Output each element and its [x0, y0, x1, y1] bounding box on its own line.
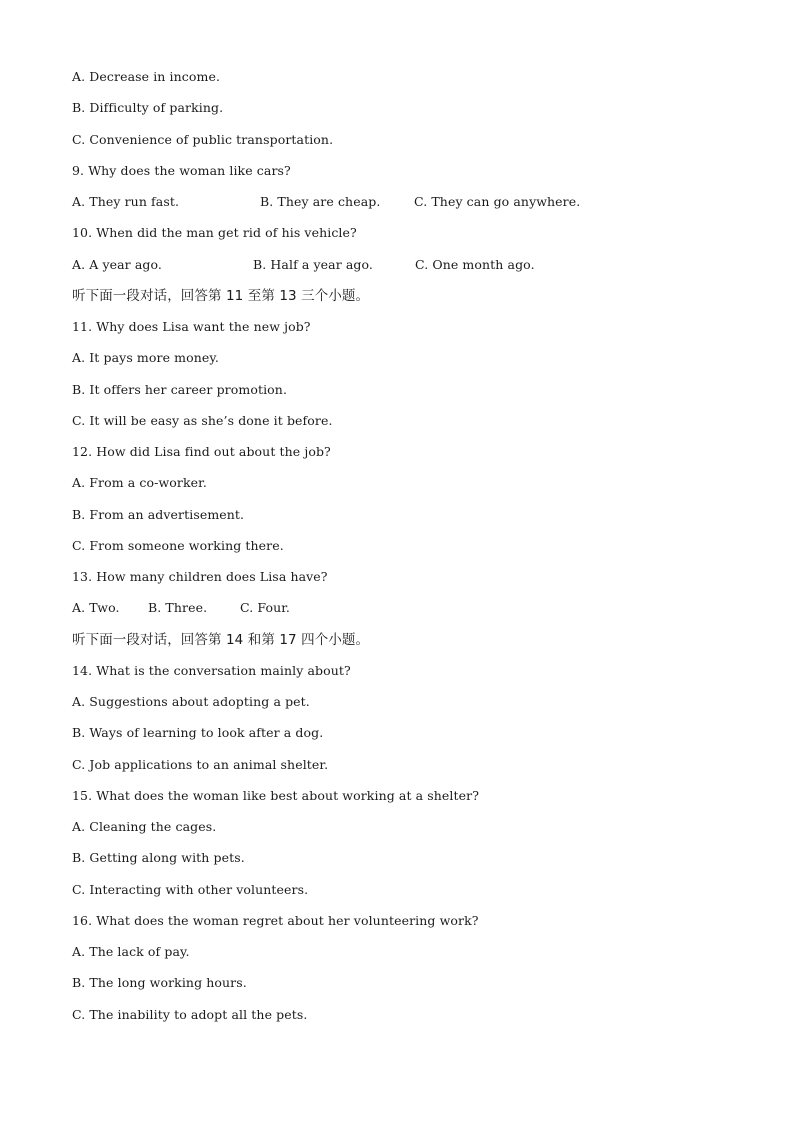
- section-heading-14-17: 听下面一段对话，回答第 14 和第 17 四个小题。: [72, 631, 370, 648]
- q12-option-b: B. From an advertisement.: [72, 506, 245, 522]
- q9-question: 9. Why does the woman like cars?: [72, 162, 291, 178]
- q8-option-c: C. Convenience of public transportation.: [72, 131, 334, 147]
- q16-option-b: B. The long working hours.: [72, 975, 247, 991]
- q12-question: 12. How did Lisa find out about the job?: [72, 444, 331, 459]
- q10-option-c: C. One month ago.: [415, 256, 535, 272]
- q13-option-c: C. Four.: [240, 600, 291, 616]
- q14-question: 14. What is the conversation mainly about?: [72, 662, 351, 678]
- exam-page: [72, 68, 752, 1037]
- q14-option-c: C. Job applications to an animal shelter.: [72, 756, 329, 772]
- q9-option-b: B. They are cheap.: [260, 194, 381, 209]
- q14-option-b: B. Ways of learning to look after a dog.: [72, 725, 324, 741]
- q9-option-c: C. They can go anywhere.: [414, 194, 581, 209]
- q9-option-a: A. They run fast.: [72, 194, 180, 209]
- q8-option-b: B. Difficulty of parking.: [72, 100, 224, 116]
- q15-option-c: C. Interacting with other volunteers.: [72, 881, 309, 897]
- q11-question: 11. Why does Lisa want the new job?: [72, 319, 311, 334]
- q11-option-a: A. It pays more money.: [72, 350, 219, 366]
- q13-options: [72, 599, 752, 630]
- q13-option-a: A. Two.: [72, 600, 120, 616]
- q11-option-b: B. It offers her career promotion.: [72, 381, 288, 397]
- q11-option-c: C. It will be easy as she’s done it before.: [72, 412, 333, 428]
- q8-option-a: A. Decrease in income.: [72, 69, 221, 84]
- q14-option-a: A. Suggestions about adopting a pet.: [72, 694, 310, 709]
- q13-question: 13. How many children does Lisa have?: [72, 569, 328, 584]
- q15-option-b: B. Getting along with pets.: [72, 850, 245, 866]
- q16-question: 16. What does the woman regret about her volunteering work?: [72, 912, 479, 928]
- q10-question: 10. When did the man get rid of his vehicle?: [72, 225, 357, 241]
- q9-options: [72, 193, 752, 224]
- q15-option-a: A. Cleaning the cages.: [72, 819, 217, 834]
- q10-option-b: B. Half a year ago.: [253, 256, 374, 272]
- q15-question: 15. What does the woman like best about working at a shelter?: [72, 787, 480, 803]
- q10-option-a: A. A year ago.: [72, 256, 162, 272]
- q10-options: [72, 256, 752, 287]
- q13-option-b: B. Three.: [148, 600, 208, 616]
- section-heading-11-13: 听下面一段对话，回答第 11 至第 13 三个小题。: [72, 287, 370, 304]
- q12-option-a: A. From a co-worker.: [72, 475, 207, 491]
- q12-option-c: C. From someone working there.: [72, 537, 284, 553]
- q16-option-c: C. The inability to adopt all the pets.: [72, 1006, 308, 1022]
- q16-option-a: A. The lack of pay.: [72, 944, 190, 959]
